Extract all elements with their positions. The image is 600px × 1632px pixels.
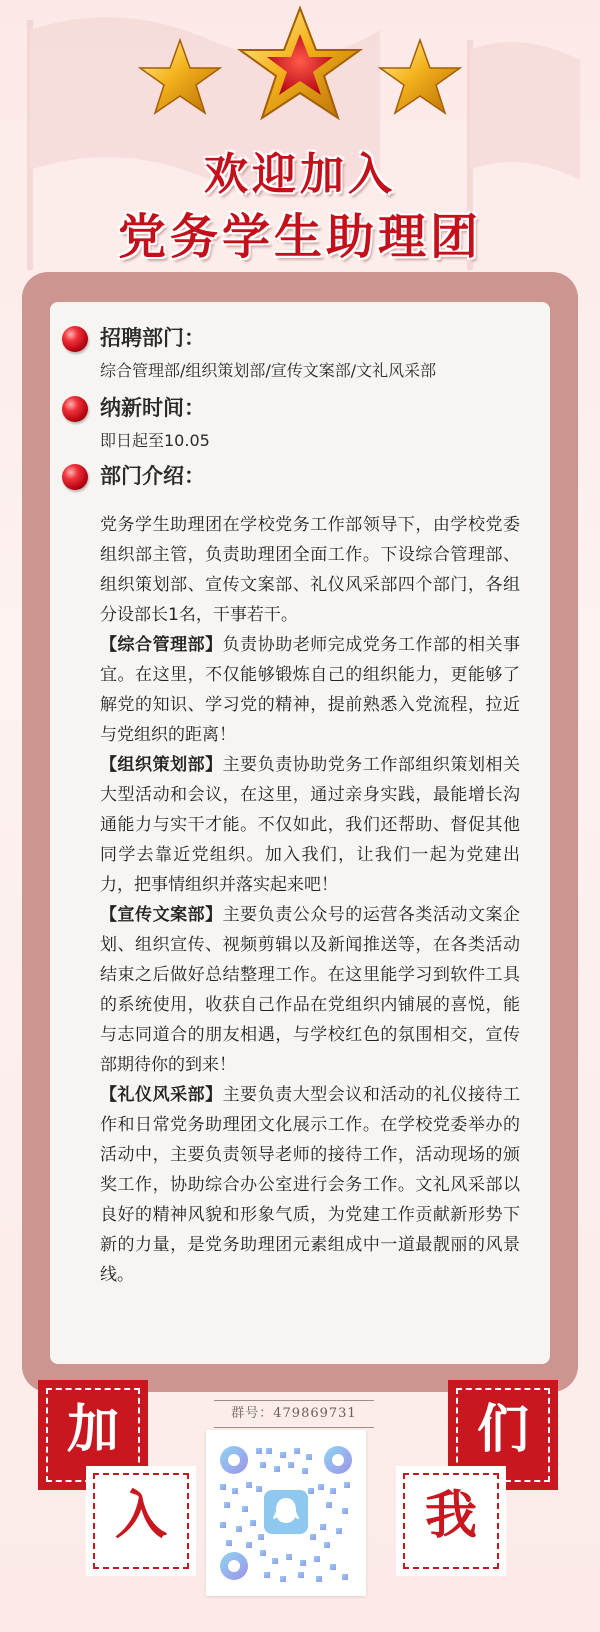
dept-name-publicity: 【宣传文案部】: [100, 905, 223, 925]
recruit-title: 招聘部门：: [100, 326, 205, 350]
qr-code-icon: [206, 1430, 366, 1596]
dept-desc-general: 负责协助老师完成党务工作部的相关事宜。在这里，不仅能够锻炼自己的组织能力，更能够了解党的知识、学习党的精神，提前熟悉入党流程，拉近与党组织的距离！: [100, 635, 521, 745]
red-dot-icon: [62, 464, 88, 490]
time-title: 纳新时间：: [100, 396, 205, 420]
dept-name-etiquette: 【礼仪风采部】: [100, 1085, 223, 1105]
stars-decoration: [0, 0, 600, 130]
dept-name-general: 【综合管理部】: [100, 635, 223, 655]
group-number-label: 群号：479869731: [214, 1400, 374, 1428]
intro-paragraph-3: [100, 750, 520, 900]
intro-paragraph-1: 党务学生助理团在学校党务工作部领导下，由学校党委组织部主管，负责助理团全面工作。下设综合管理部、组织策划部、宣传文案部、礼仪风采部四个部门，各组分设部长1名，干事若干。: [100, 515, 520, 625]
intro-paragraph-2: [100, 630, 520, 750]
title-line-1: 欢迎加入: [204, 149, 396, 200]
dept-desc-planning: 主要负责协助党务工作部组织策划相关大型活动和会议，在这里，通过亲身实践，最能增长沟通能力与实干才能。不仅如此，我们还帮助、督促其他同学去靠近党组织。加入我们，让我们一起为党建出力，把事情组织并落实起来吧！: [100, 755, 521, 895]
dept-desc-publicity: 主要负责公众号的运营各类活动文案企划、组织宣传、视频剪辑以及新闻推送等，在各类活动结束之后做好总结整理工作。在这里能学习到软件工具的系统使用，收获自己作品在党组织内铺展的喜悦，能与志同道合的朋友相遇，与学校红色的氛围相交，宣传部期待你的到来！: [100, 905, 521, 1075]
title-line-2: 党务学生助理团: [117, 209, 482, 265]
intro-paragraph-5: [100, 1080, 520, 1290]
stamp-char-wo: 我: [424, 1485, 477, 1546]
dept-name-planning: 【组织策划部】: [100, 755, 223, 775]
intro-title: 部门介绍：: [100, 464, 205, 488]
red-dot-icon: [62, 326, 88, 352]
stamp-char-ru: 入: [114, 1485, 167, 1546]
recruit-text: 综合管理部/组织策划部/宣传文案部/文礼风采部: [100, 361, 437, 380]
star-right-icon: [380, 40, 460, 113]
intro-paragraph-4: [100, 900, 520, 1080]
stamp-wo: [396, 1466, 506, 1576]
qr-code[interactable]: [206, 1430, 366, 1596]
stamp-ru: [86, 1466, 196, 1576]
dept-desc-etiquette: 主要负责大型会议和活动的礼仪接待工作和日常党务助理团文化展示工作。在学校党委举办的活动中，主要负责领导老师的接待工作，活动现场的颁奖工作，协助综合办公室进行会务工作。文礼风采部以良好的精神风貌和形象气质，为党建工作贡献新形势下新的力量，是党务助理团元素组成中一道最靓丽的风景线。: [100, 1085, 521, 1285]
stamp-char-jia: 加: [66, 1399, 119, 1460]
intro-body: [100, 510, 520, 1290]
time-text: 即日起至10.05: [100, 431, 210, 450]
star-center-icon: [240, 8, 360, 118]
star-left-icon: [140, 40, 220, 113]
red-dot-icon: [62, 396, 88, 422]
stamp-char-men: 们: [476, 1399, 529, 1460]
